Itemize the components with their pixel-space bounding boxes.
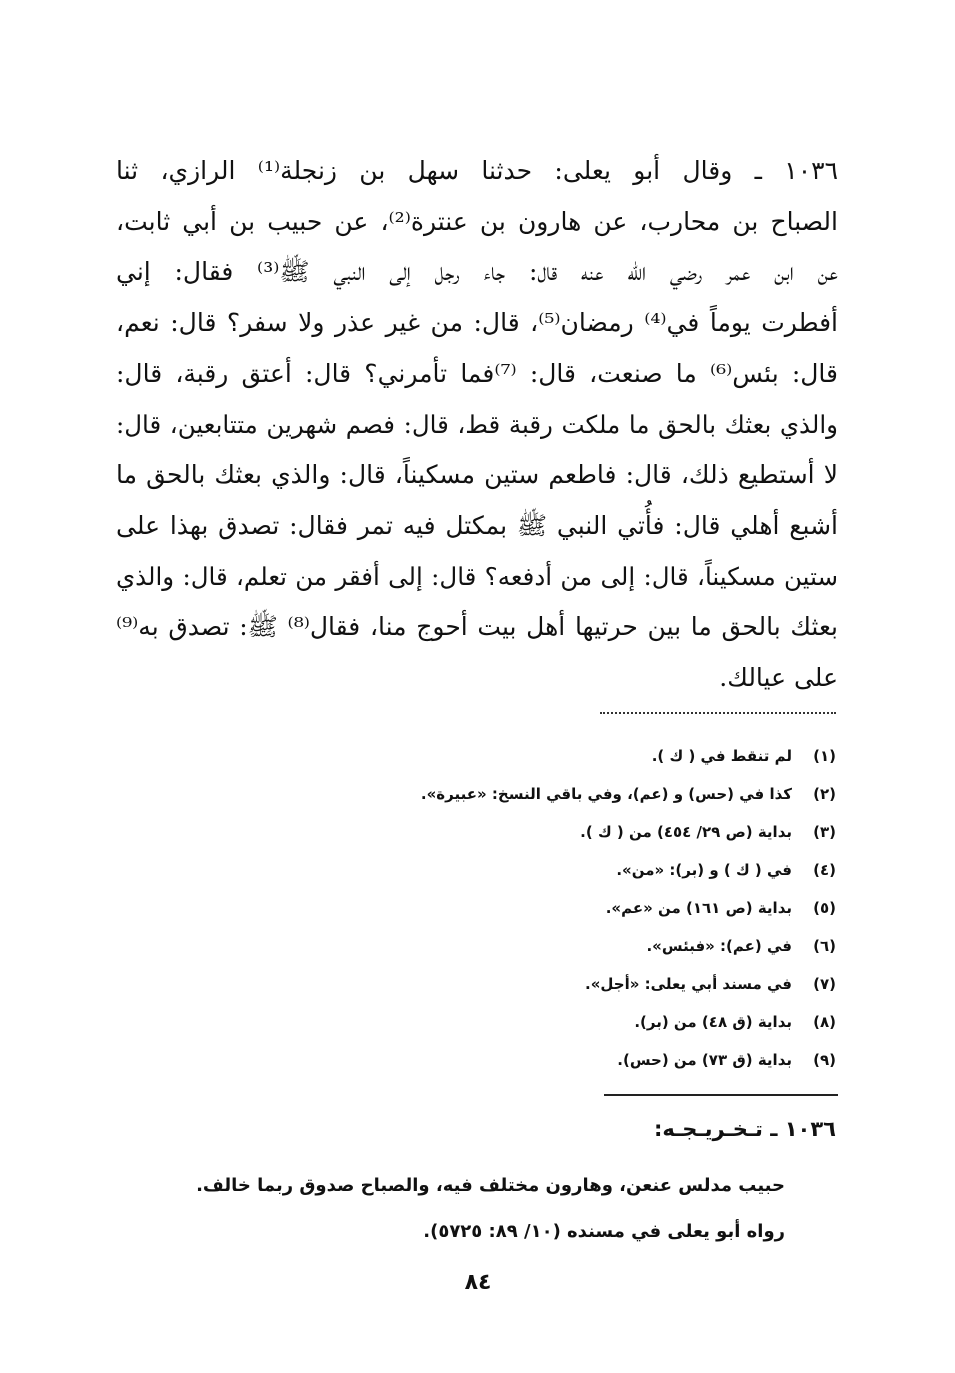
footnote-text: في مسند أبي يعلى: «أجل». bbox=[585, 975, 792, 993]
footnote-text: كذا في (حس) و (عم)، وفي باقي النسخ: «عبيرة». bbox=[420, 785, 792, 803]
hadith-line: عن ابن عمر رضي الله عنه قال: جاء رجل إلى النبي ﷺ⁽³⁾ فقال: إني bbox=[116, 257, 839, 287]
hadith-line: الصباح بن محارب، عن هارون بن عنترة⁽²⁾، عن حبيب بن أبي ثابت، bbox=[116, 206, 838, 236]
hadith-line: أفطرت يوماً في⁽⁴⁾ رمضان⁽⁵⁾، قال: من غير عذر ولا سفر؟ قال: نعم، bbox=[116, 308, 838, 338]
hadith-line: لا أستطيع ذلك، قال: فاطعم ستين مسكيناً، قال: والذي بعثك بالحق ما bbox=[116, 460, 838, 490]
hadith-line: على عيالك. bbox=[719, 663, 838, 693]
hadith-line: قال: بئس⁽⁶⁾ ما صنعت، قال: ⁽⁷⁾فما تأمرني؟ قال: أعتق رقبة، قال: bbox=[116, 358, 839, 388]
section-divider bbox=[604, 1094, 838, 1096]
footnote-number: (٢) bbox=[813, 785, 836, 803]
footnote bbox=[276, 851, 836, 889]
footnote bbox=[276, 737, 836, 775]
footnote-number: (٧) bbox=[813, 975, 836, 993]
footnote-number: (٩) bbox=[813, 1051, 836, 1069]
takhrij-line: حبيب مدلس عنعن، وهارون مختلف فيه، والصباح صدوق ربما خالف. bbox=[196, 1175, 785, 1196]
hadith-line: ستين مسكيناً، قال: إلى من أدفعه؟ قال: إلى أفقر من تعلم، قال: والذي bbox=[116, 561, 838, 591]
footnote-text: في (عم): «فبئس». bbox=[646, 937, 792, 955]
takhrij-heading: ١٠٣٦ ـ تـخـريـجـه: bbox=[653, 1117, 836, 1141]
footnotes bbox=[276, 737, 836, 1079]
footnote-text: بداية (ص ٢٩/ ٤٥٤) من ( ك ). bbox=[580, 823, 792, 841]
footnote-number: (٤) bbox=[813, 861, 836, 879]
footnote bbox=[276, 1041, 836, 1079]
takhrij-line: رواه أبو يعلى في مسنده (١٠/ ٨٩: ٥٧٢٥). bbox=[423, 1221, 785, 1242]
footnote-text: في ( ك ) و (بر): «من». bbox=[616, 861, 792, 879]
takhrij-text bbox=[145, 1163, 785, 1255]
footnote bbox=[276, 889, 836, 927]
footnote bbox=[276, 1003, 836, 1041]
hadith-line: ١٠٣٦ ـ وقال أبو يعلى: حدثنا سهل بن زنجلة⁽¹⁾ الرازي، ثنا bbox=[116, 156, 838, 185]
footnote-number: (٨) bbox=[813, 1013, 836, 1031]
footnote-number: (٥) bbox=[813, 899, 836, 917]
footnote-separator bbox=[600, 712, 836, 714]
hadith-line: أشبع أهلي قال: فأُتي النبي ﷺ بمكتل فيه تمر فقال: تصدق بهذا على bbox=[116, 510, 838, 540]
footnote-number: (١) bbox=[813, 747, 836, 765]
hadith-line: والذي بعثك بالحق ما ملكت رقبة قط، قال: فصم شهرين متتابعين، قال: bbox=[116, 409, 838, 439]
page-number: ٨٤ bbox=[464, 1270, 492, 1295]
footnote-number: (٣) bbox=[813, 823, 836, 841]
footnote-text: بداية (ص ١٦١) من «عم». bbox=[605, 899, 792, 917]
footnote bbox=[276, 775, 836, 813]
hadith-line: بعثك بالحق ما بين حرتيها أهل بيت أحوج منا، فقال⁽⁸⁾ ﷺ: تصدق به⁽⁹⁾ bbox=[116, 612, 838, 642]
footnote-text: بداية (ق ٤٨) من (بر). bbox=[634, 1013, 792, 1031]
footnote bbox=[276, 813, 836, 851]
footnote-text: لم تنقط في ( ك ). bbox=[651, 747, 792, 765]
footnote-number: (٦) bbox=[813, 937, 836, 955]
hadith-text bbox=[116, 146, 838, 704]
footnote bbox=[276, 965, 836, 1003]
footnote bbox=[276, 927, 836, 965]
footnote-text: بداية (ق ٧٣) من (حس). bbox=[617, 1051, 792, 1069]
